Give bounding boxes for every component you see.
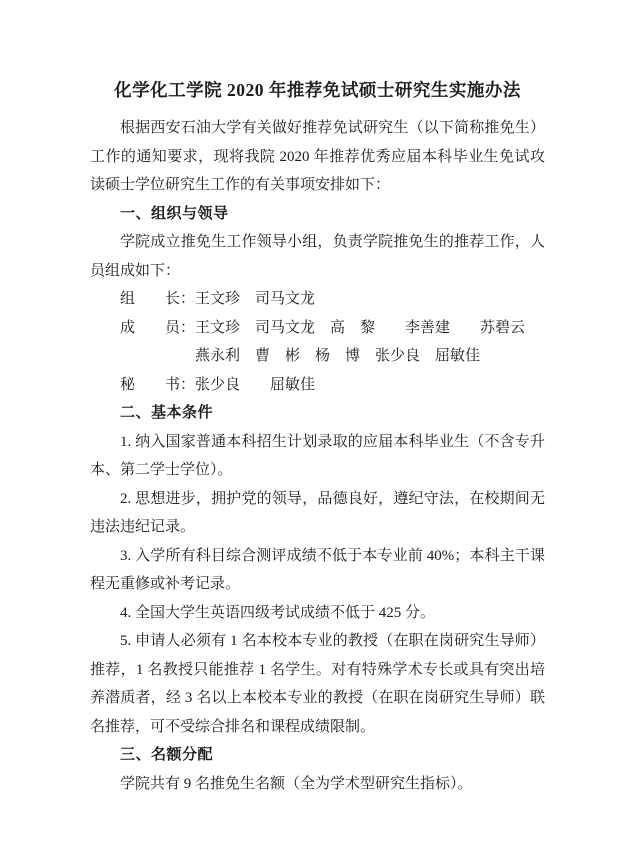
section-heading-quota: 三、名额分配 xyxy=(120,746,214,763)
condition-item-4: 4. 全国大学生英语四级考试成绩不低于 425 分。 xyxy=(120,604,436,621)
organization-paragraph: 学院成立推免生工作领导小组，负责学院推免生的推荐工作，人员组成如下： xyxy=(90,234,545,279)
section-heading-basic-conditions: 二、基本条件 xyxy=(120,404,214,421)
roster-line-leader: 组 长：王文珍 司马文龙 xyxy=(90,291,316,307)
roster-line-secretary: 秘 书：张少良 屈敏佳 xyxy=(90,376,316,393)
condition-item-1: 1. 纳入国家普通本科招生计划录取的应届本科毕业生（不含专升本、第二学士学位）。 xyxy=(90,433,545,478)
roster-list xyxy=(90,285,545,399)
roster-line-members-continued: 燕永利 曹 彬 杨 博 张少良 屈敏佳 xyxy=(90,348,481,364)
section-heading-organization: 一、组织与领导 xyxy=(120,204,229,222)
condition-item-5: 5. 申请人必须有 1 名本校本专业的教授（在职在岗研究生导师）推荐，1 名教授只能推荐 1 名学生。对有特殊学术专长或具有突出培养潜质者，经 3 名以上本校本专业的教授（在职在岗研究生导师）联名推荐，可不受综合排名和课程成绩限制。 xyxy=(90,633,545,735)
quota-paragraph: 学院共有 9 名推免生名额（全为学术型研究生指标）。 xyxy=(120,775,473,792)
roster-line-members: 成 员：王文珍 司马文龙 高 黎 李善建 苏碧云 xyxy=(90,319,526,336)
intro-paragraph: 根据西安石油大学有关做好推荐免试研究生（以下简称推免生）工作的通知要求，现将我院 2020 年推荐优秀应届本科毕业生免试攻读硕士学位研究生工作的有关事项安排如下： xyxy=(90,120,545,193)
document-title: 化学化工学院 2020 年推荐免试硕士研究生实施办法 xyxy=(114,80,521,100)
condition-item-2: 2. 思想进步，拥护党的领导，品德良好，遵纪守法，在校期间无违法违纪记录。 xyxy=(90,490,545,535)
condition-item-3: 3. 入学所有科目综合测评成绩不低于本专业前 40%；本科主干课程无重修或补考记录。 xyxy=(90,547,545,592)
